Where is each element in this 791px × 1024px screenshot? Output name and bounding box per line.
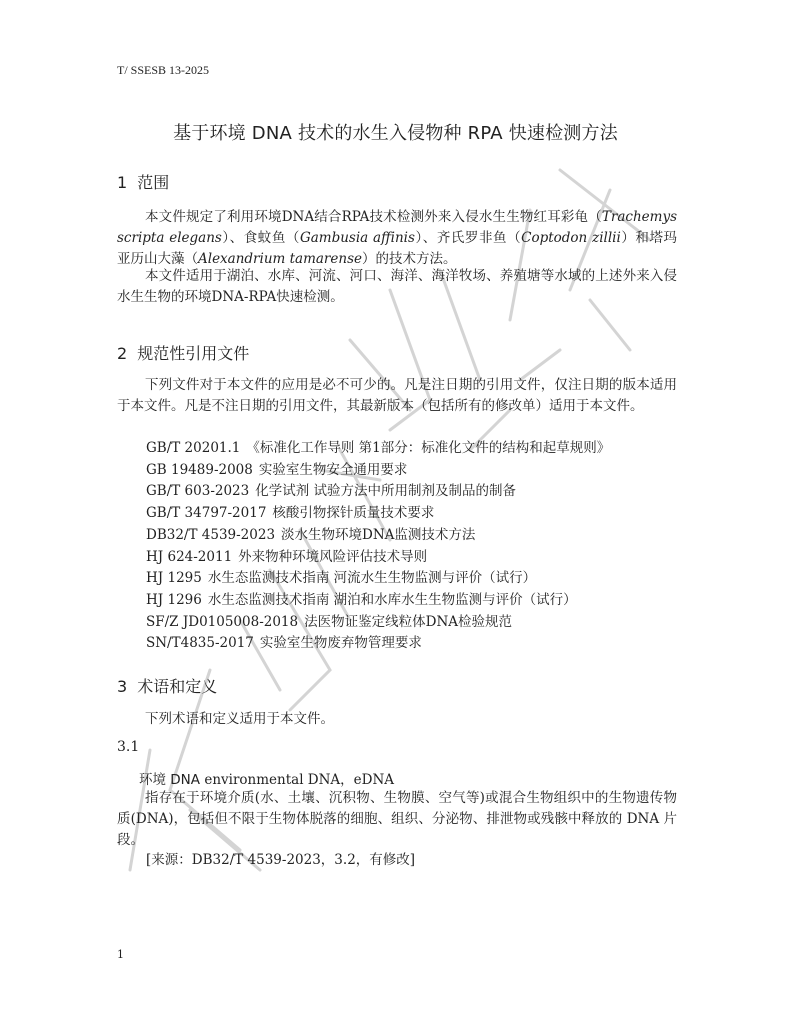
reference-code: HJ 1295 [146, 570, 202, 587]
section-3-heading [117, 674, 217, 697]
reference-code: GB/T 603-2023 [146, 483, 250, 500]
reference-item [146, 590, 686, 612]
definition-source: [来源：DB32/T 4539-2023，3.2，有修改] [146, 852, 416, 868]
section-title: 范围 [137, 173, 170, 192]
reference-item [146, 568, 686, 590]
reference-title: 水生态监测技术指南 河流水生生物监测与评价（试行） [207, 570, 537, 587]
term-definition: 指存在于环境介质(水、土壤、沉积物、生物膜、空气等)或混合生物组织中的生物遗传物质(DNA)，包括但不限于生物体脱落的细胞、组织、分泌物、排泄物或残骸中释放的 DNA 片段。 [117, 790, 677, 848]
reference-code: GB/T 34797-2017 [146, 505, 267, 522]
text-run: ）和塔玛亚历山大藻（ [117, 230, 678, 267]
reference-item [146, 438, 686, 460]
section-number: 2 [117, 344, 128, 363]
text-run: 本文件规定了利用环境DNA结合RPA技术检测外来入侵水生生物红耳彩龟（ [145, 209, 602, 225]
text-run: ）、食蚊鱼（ [221, 230, 300, 246]
reference-item [146, 547, 686, 569]
reference-item [146, 612, 686, 634]
species-name: Coptodon zillii [521, 230, 621, 246]
species-name: Trachemys scripta elegans [117, 209, 677, 246]
term-number: 3.1 [117, 739, 140, 755]
scope-paragraph-1 [117, 207, 677, 270]
references-intro: 下列文件对于本文件的应用是必不可少的。凡是注日期的引用文件，仅注日期的版本适用于本文件。凡是不注日期的引用文件，其最新版本（包括所有的修改单）适用于本文件。 [117, 377, 677, 414]
text-run: ）的技术方法。 [362, 251, 457, 267]
reference-title: 淡水生物环境DNA监测技术方法 [281, 526, 476, 543]
reference-item [146, 525, 686, 547]
reference-title: 法医物证鉴定线粒体DNA检验规范 [304, 613, 513, 630]
species-name: Gambusia affinis [299, 230, 415, 246]
reference-item [146, 460, 686, 482]
section-title: 规范性引用文件 [137, 344, 250, 363]
section-number: 3 [117, 677, 128, 696]
reference-list [146, 438, 686, 655]
section-title: 术语和定义 [137, 677, 218, 696]
reference-title: 实验室生物安全通用要求 [258, 461, 408, 478]
reference-code: GB/T 20201.1 [146, 440, 241, 456]
reference-item [146, 633, 686, 655]
reference-title: 外来物种环境风险评估技术导则 [238, 548, 428, 565]
terms-intro: 下列术语和定义适用于本文件。 [145, 711, 334, 727]
section-1-heading [117, 170, 169, 193]
text-run: ）、齐氏罗非鱼（ [414, 230, 522, 246]
reference-title: 化学试剂 试验方法中所用制剂及制品的制备 [255, 483, 517, 500]
reference-code: HJ 1296 [146, 591, 202, 608]
reference-code: SF/Z JD0105008-2018 [146, 613, 299, 630]
reference-title: 《标准化工作导则 第1部分：标准化文件的结构和起草规则》 [246, 440, 611, 456]
scope-paragraph-2: 本文件适用于湖泊、水库、河流、河口、海洋、海洋牧场、养殖塘等水域的上述外来入侵水生生物的环境DNA-RPA快速检测。 [117, 268, 677, 305]
reference-code: HJ 624-2011 [146, 548, 233, 565]
reference-item [146, 481, 686, 503]
reference-title: 实验室生物废弃物管理要求 [259, 635, 422, 652]
section-2-heading [117, 341, 249, 364]
term-english: environmental DNA，eDNA [204, 772, 395, 788]
term-entry [139, 768, 394, 788]
reference-code: GB 19489-2008 [146, 461, 253, 478]
document-title: 基于环境 DNA 技术的水生入侵物种 RPA 快速检测方法 [173, 123, 618, 144]
reference-code: DB32/T 4539-2023 [146, 526, 276, 543]
reference-title: 水生态监测技术指南 湖泊和水库水生生物监测与评价（试行） [207, 591, 577, 608]
species-name: Alexandrium tamarense [198, 251, 362, 267]
reference-code: SN/T4835-2017 [146, 635, 254, 652]
page-number: 1 [117, 948, 124, 961]
term-chinese: 环境 DNA [139, 772, 201, 788]
standard-code: T/ SSESB 13-2025 [117, 63, 210, 77]
reference-item [146, 503, 686, 525]
section-number: 1 [117, 173, 128, 192]
reference-title: 核酸引物探针质量技术要求 [272, 505, 435, 522]
